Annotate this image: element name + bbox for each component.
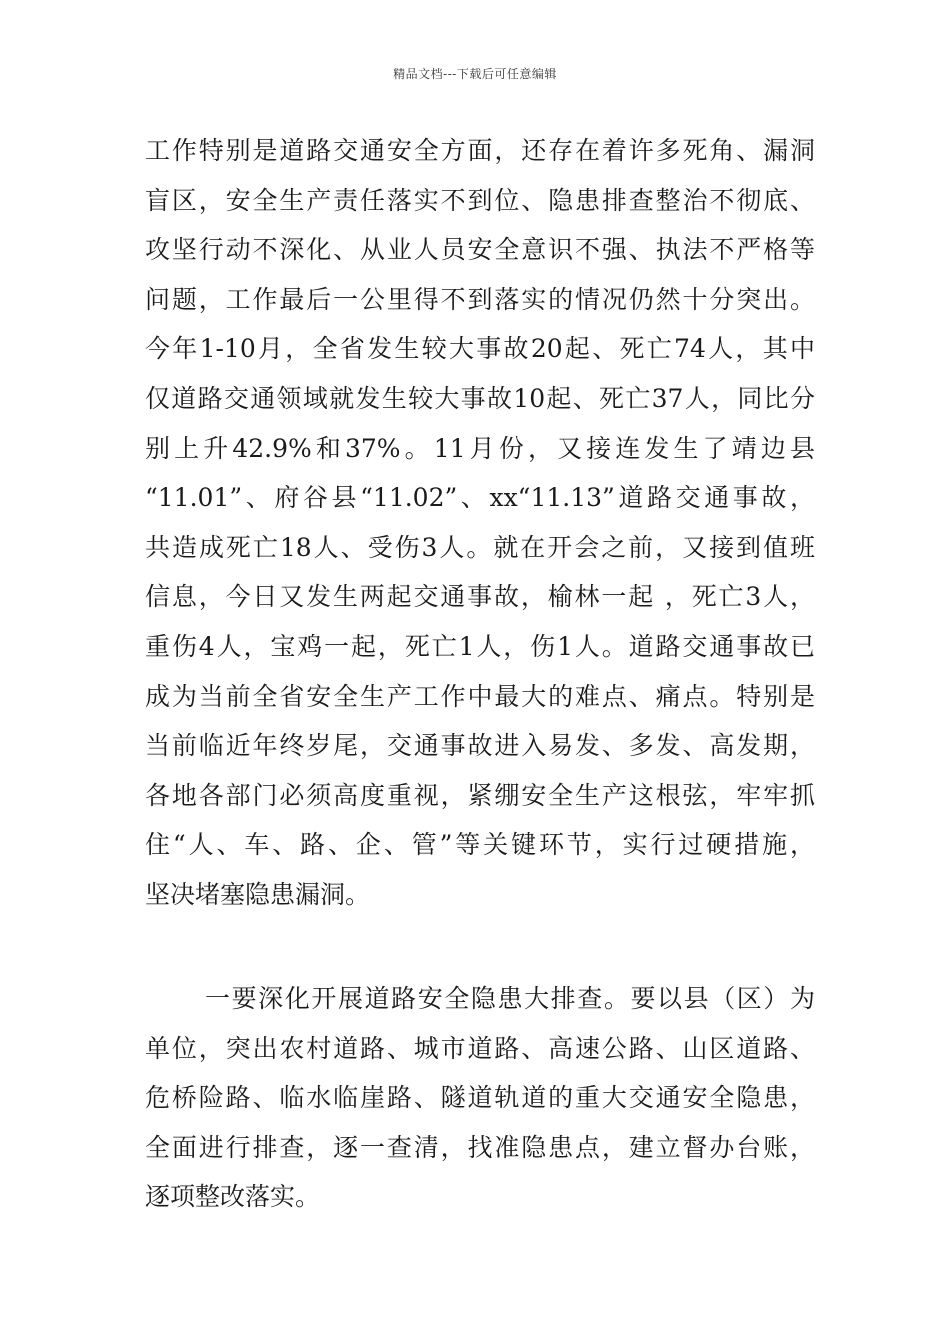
- page-header: 精品文档---下载后可任意编辑: [393, 67, 557, 81]
- paragraph-accident-situation: [145, 126, 815, 920]
- text-line: 信息，今日又发生两起交通事故，榆林一起 ，死亡3人，: [145, 582, 815, 612]
- text-line: 成为当前全省安全生产工作中最大的难点、痛点。特别是: [145, 681, 815, 711]
- text-line: 当前临近年终岁尾，交通事故进入易发、多发、高发期，: [145, 731, 815, 761]
- text-line: 逐项整改落实。: [145, 1182, 321, 1212]
- text-line: 仅道路交通领域就发生较大事故10起、死亡37人，同比分: [145, 383, 815, 413]
- text-line: 坚决堵塞隐患漏洞。: [145, 879, 371, 909]
- text-line: 共造成死亡18人、受伤3人。就在开会之前，又接到值班: [145, 532, 815, 562]
- text-line: 全面进行排查，逐一查清，找准隐患点，建立督办台账，: [145, 1132, 815, 1162]
- text-line: 别上升42.9%和37%。11月份，又接连发生了靖边县: [145, 433, 815, 463]
- text-line: 攻坚行动不深化、从业人员安全意识不强、执法不严格等: [145, 235, 815, 265]
- text-line: “11.01”、府谷县“11.02”、xx“11.13”道路交通事故，: [145, 483, 815, 513]
- paragraph-hazard-inspection: [145, 974, 815, 1222]
- text-line: 重伤4人，宝鸡一起，死亡1人，伤1人。道路交通事故已: [145, 631, 815, 661]
- text-line: 一要深化开展道路安全隐患大排查。要以县（区）为: [205, 984, 815, 1013]
- text-line: 单位，突出农村道路、城市道路、高速公路、山区道路、: [145, 1033, 815, 1063]
- text-line: 工作特别是道路交通安全方面，还存在着许多死角、漏洞: [145, 136, 815, 165]
- text-line: 问题，工作最后一公里得不到落实的情况仍然十分突出。: [145, 284, 815, 314]
- text-line: 各地各部门必须高度重视，紧绷安全生产这根弦，牢牢抓: [145, 780, 815, 810]
- text-line: 住“人、车、路、企、管”等关键环节，实行过硬措施，: [145, 830, 815, 860]
- text-line: 今年1-10月，全省发生较大事故20起、死亡74人，其中: [145, 334, 815, 364]
- text-line: 危桥险路、临水临崖路、隧道轨道的重大交通安全隐患，: [145, 1083, 815, 1113]
- text-line: 盲区，安全生产责任落实不到位、隐患排查整治不彻底、: [145, 185, 815, 215]
